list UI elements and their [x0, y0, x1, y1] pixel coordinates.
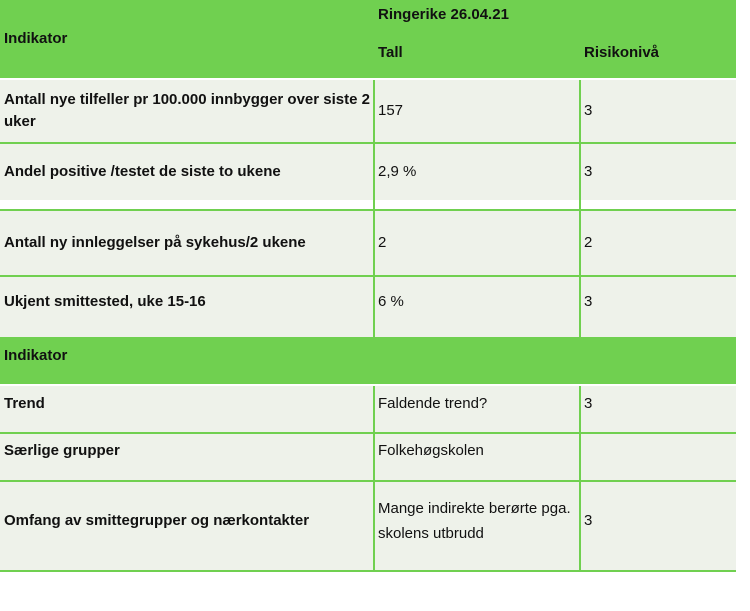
row-risk: 2 [584, 234, 593, 251]
table-row [0, 482, 736, 570]
row-label: Antall ny innleggelser på sykehus/2 ukene [4, 234, 306, 251]
header-region-group [374, 0, 736, 78]
row-risk: 3 [584, 102, 593, 119]
row-value: 2,9 % [378, 163, 417, 180]
table-row [0, 80, 736, 142]
header-risk: Risikonivå [584, 44, 660, 61]
row-label: Særlige grupper [4, 442, 120, 459]
row-value: Folkehøgskolen [378, 442, 484, 459]
row-label: Antall nye tilfeller pr 100.000 innbygger over siste 2 uker [4, 91, 370, 130]
row-label: Ukjent smittested, uke 15-16 [4, 293, 206, 310]
row-risk: 3 [584, 293, 593, 310]
row-risk: 3 [584, 395, 593, 412]
row-label: Omfang av smittegrupper og nærkontakter [4, 512, 310, 529]
section-indicator: Indikator [4, 347, 68, 364]
row-value: Mange indirekte berørte pga. skolens utbrudd [378, 500, 571, 542]
row-value: 2 [378, 234, 387, 251]
table-row [0, 434, 736, 480]
row-value: 157 [378, 102, 404, 119]
header-tall: Tall [378, 44, 403, 61]
row-risk: 3 [584, 163, 593, 180]
row-value: 6 % [378, 293, 404, 310]
table-row [0, 211, 736, 275]
row-label: Andel positive /testet de siste to ukene [4, 163, 281, 180]
row-value: Faldende trend? [378, 395, 488, 412]
table-row [0, 144, 736, 200]
header-region: Ringerike 26.04.21 [378, 6, 509, 23]
header-indicator: Indikator [4, 30, 68, 47]
table-header [0, 0, 736, 78]
row-risk [580, 434, 736, 480]
table-row [0, 277, 736, 337]
section-header [0, 337, 736, 384]
row-label: Trend [4, 395, 45, 412]
row-risk: 3 [584, 512, 593, 529]
table-row [0, 386, 736, 432]
